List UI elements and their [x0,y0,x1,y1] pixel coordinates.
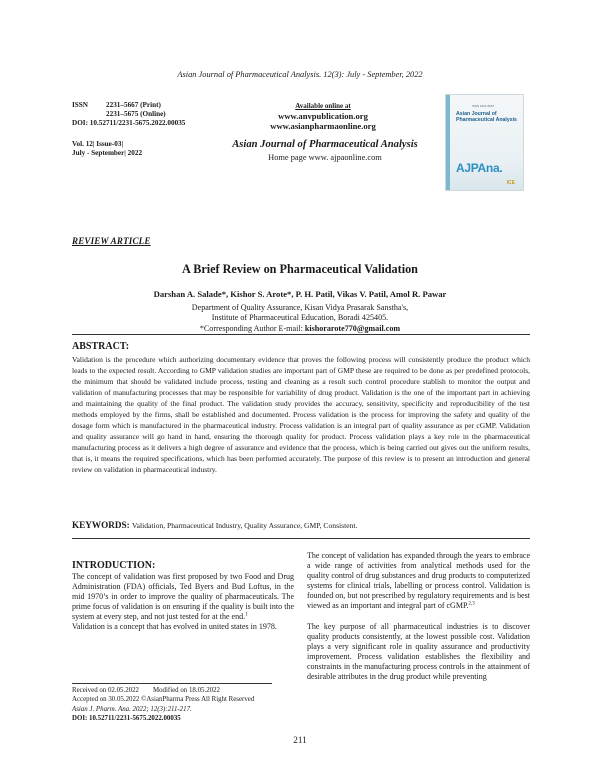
footnote-rule [72,683,272,684]
volume-issue: Vol. 12| Issue-03| [72,140,124,148]
availability-label: Available online at [295,102,351,110]
modified-date: Modified on 18.05.2022 [152,687,220,694]
intro-para-1-text: The concept of validation was first proposed by two Food and Drug Administration (FDA) officials, Ted Byers and Bud Loftus, in the mid 1970’s in order to improve the quality of pharmaceuticals. The prime focus of validation is on ensuring if the quality is built into the system at every step, and not just tested for at the end. [72,572,294,622]
issn-label: ISSN [72,101,88,109]
issn-block [72,101,185,129]
right-column [307,551,530,682]
website-link-1[interactable]: www.anvpublication.org [278,111,368,121]
issn-online: 2231–5675 (Online) [106,110,166,119]
article-title: A Brief Review on Pharmaceutical Validation [182,262,418,276]
abstract-text: Validation is the procedure which authorizing documentary evidence that proves the following process will consistently produce the product which leads to the expected result. According to GMP validation studies are important part of GMP these are required to be done as per predefined protocols, the minimum that should be validated include process, testing and cleaning as a result such control procedure stablish to monitor the output and validation of manufacturing processes that may be responsible for variability of drug product. Validation is the one of the important part in achieving and maintaining the quality of the final product. The validation study provides the accuracy, sensitivity, specificity and reproducibility of the test methods employed by the firms, shall be established and documented. Process validation is the process for improving the safety and quality of the dosage form which is manufactured in the pharmaceutical industry. Process validation is an integral part of quality assurance as per cGMP. Validation and quality assurance will go hand in hand, ensuring the thorough quality for product. Process validation plays a key role in the pharmaceutical manufacturing process as it delivers a high degree of assurance and evidence that the process, which is being carried out gives out the uniform results, that is, it means the required specifications, which has been performed accurately. The purpose of this review is to present an introduction and general review on validation in pharmaceutical industry. [72,355,530,474]
footnote-doi: DOI: 10.52711/2231-5675.2022.00035 [72,714,181,722]
journal-cover-image [445,94,524,191]
website-link-2[interactable]: www.asianpharmaonline.org [270,121,376,131]
footnote-citation: Asian J. Pharm. Ana. 2022; 12(3):211-217. [72,705,192,713]
cover-logo: AJPAna. [456,161,503,175]
corresponding-label: *Corresponding Author E-mail: [199,323,305,333]
right-para-1-text: The concept of validation has expanded through the years to embrace a wide range of activities from analytical methods used for the quality control of drug substances and drug products to computerized systems for clinical trials, labelling or process control. Validation is founded on, but not prescribed by regulatory requirements and is best viewed as an important and integral part of cGMP. [307,551,530,611]
cover-journal-name: Asian Journal of Pharmaceutical Analysis [456,111,517,123]
keywords-text: Validation, Pharmaceutical Industry, Quality Assurance, GMP, Consistent. [131,521,358,530]
intro-paragraph-2: Validation is a concept that has evolved in united states in 1978. [72,622,277,632]
right-paragraph-1 [307,551,530,612]
corresponding-author [0,324,600,334]
abstract-top-rule [72,334,530,335]
article-type: REVIEW ARTICLE [72,236,151,246]
right-paragraph-2: The key purpose of all pharmaceutical industries is to discover quality products consistently, at the lowest possible cost. Validation plays a very significant role in quality assurance and productivity improvement. Process validation establishes the flexibility and constraints in the manufacturing process controls in the attainment of desirable attributes in the drug product while preventing [307,621,530,682]
issn-print: 2231–5667 (Print) [106,101,161,109]
cover-small-text: ISSN 2231-5667 [472,104,495,108]
keywords-label: KEYWORDS: [72,520,132,530]
availability-block [228,101,418,131]
left-column [72,560,294,633]
page-number: 211 [293,735,307,745]
author-list: Darshan A. Salade*, Kishor S. Arote*, P. H. Patil, Vikas V. Patil, Amol R. Pawar [153,289,447,299]
affiliation-block [0,303,600,334]
keywords-bottom-rule [72,538,530,539]
intro-paragraph-1 [72,572,294,622]
volume-period: July - September| 2022 [72,149,143,158]
journal-homepage: Home page www. ajpaonline.com [268,153,382,162]
cover-stripe [446,95,450,191]
received-date: Received on 02.05.2022 [72,687,139,694]
right-ref-1: 2,3 [468,601,475,607]
keywords-line [72,520,530,530]
volume-block [72,140,142,158]
affiliation-line-2: Institute of Pharmaceutical Education, Boradi 425405. [211,313,389,323]
corresponding-email[interactable]: kishorarote770@gmail.com [304,323,401,333]
accepted-date: Accepted on 30.05.2022 [72,696,140,704]
abstract-heading: ABSTRACT: [72,341,130,352]
running-header: Asian Journal of Pharmaceutical Analysis. 12(3): July - September, 2022 [177,70,423,79]
introduction-heading: INTRODUCTION: [72,560,156,571]
footnote-block [72,686,302,723]
intro-ref-1: 1 [245,612,248,618]
cover-badge: ICE [506,180,515,186]
copyright-notice: ©AsianPharma Press All Right Reserved [141,696,255,704]
issn-doi: DOI: 10.52711/2231-5675.2022.00035 [72,119,186,128]
journal-title: Asian Journal of Pharmaceutical Analysis [232,139,418,150]
affiliation-line-1: Department of Quality Assurance, Kisan Vidya Prasarak Sanstha's, [191,303,409,312]
